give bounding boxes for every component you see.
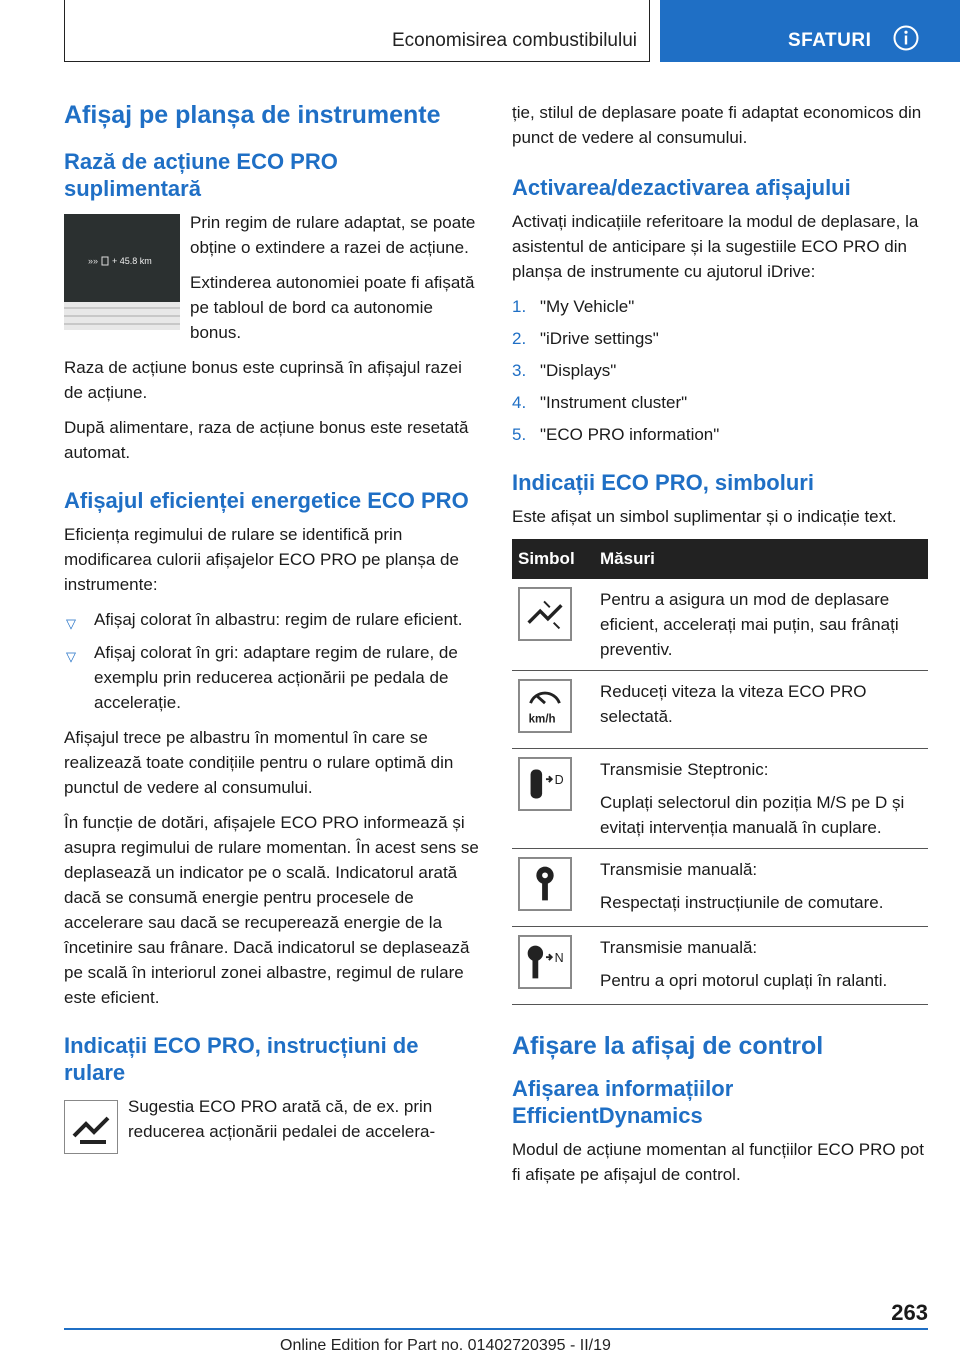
paragraph: ție, stilul de deplasare poate fi adaptat economicos din punct de vedere al consumului. — [512, 103, 922, 147]
pedal-hint-icon — [64, 1100, 118, 1159]
list-item: ▽ Afișaj colorat în albastru: regim de rulare eficient. — [64, 607, 479, 632]
table-row: D Transmisie Steptronic: Cuplați selectorul din poziția M/S pe D și evitați intervenția manuală în cuplare. — [512, 749, 928, 849]
paragraph: Extinderea autonomiei poate fi afișată pe tabloul de bord ca autonomie bonus. — [190, 273, 475, 342]
paragraph: Este afișat un simbol suplimentar și o indicație text. — [512, 507, 897, 526]
table-row: Pentru a asigura un mod de deplasare eficient, accelerați mai puțin, sau frânați preventiv. — [512, 579, 928, 671]
page-number: 263 — [891, 1300, 928, 1325]
paragraph: Afișajul trece pe albastru în momentul în care se realizează toate condițiile pentru o rulare optimă din punctul de vedere al consumului. — [64, 728, 454, 797]
heading-symbols: Indicații ECO PRO, simboluri — [512, 470, 814, 495]
triangle-bullet-icon: ▽ — [66, 649, 76, 664]
heading-efficiency: Afișajul eficienței energetice ECO PRO — [64, 488, 469, 513]
table-row: km/h Reduceți viteza la viteza ECO PRO selectată. — [512, 671, 928, 749]
header-section-box — [64, 0, 650, 62]
heading-tips: Indicații ECO PRO, instrucțiuni de rulare — [64, 1033, 419, 1085]
paragraph: Raza de acțiune bonus este cuprinsă în afișajul razei de acțiune. — [64, 358, 462, 402]
list-item: 5. "ECO PRO information" — [512, 425, 720, 444]
gear-selector-d-icon — [518, 757, 572, 811]
paragraph: Modul de acțiune momentan al funcțiilor ECO PRO pot fi afișate pe afișajul de control. — [512, 1140, 924, 1184]
heading-activation: Activarea/dezactivarea afișajului — [512, 175, 851, 200]
symbols-table — [512, 539, 928, 1005]
instrument-display-image — [64, 214, 180, 335]
right-column — [512, 100, 928, 1197]
paragraph: După alimentare, raza de acțiune bonus este resetată automat. — [64, 418, 469, 462]
heading-eco-range: Rază de acțiune ECO PRO suplimentară — [64, 149, 338, 201]
table-header-symbol: Simbol — [512, 539, 594, 579]
header-tab[interactable] — [660, 0, 960, 62]
left-column — [64, 100, 479, 1165]
list-item: 1. "My Vehicle" — [512, 297, 635, 316]
paragraph: În funcție de dotări, afișajele ECO PRO informează și asupra regimului de rulare momentan. În acest sens se deplasează un indicator pe o scală. Indicatorul arată dacă se consumă energie pentru procesele de accelerare sau dacă se recuperează energie de la încetinire sau frânare. Dacă indicatorul se deplasează pe scală în interiorul zonei albastre, regimul de rulare este eficient. — [64, 813, 479, 1007]
svg-text:»»: »» — [88, 256, 99, 266]
pedal-icon — [518, 587, 572, 641]
bullet-list — [64, 607, 479, 715]
table-header-measures: Măsuri — [594, 539, 928, 579]
steps-list — [512, 294, 928, 447]
table-row: N Transmisie manuală: Pentru a opri motorul cuplați în ralanti. — [512, 927, 928, 1005]
svg-text:km/h: km/h — [528, 713, 556, 726]
svg-text:D: D — [554, 773, 564, 787]
info-icon[interactable] — [893, 25, 919, 51]
paragraph: Prin regim de rulare adaptat, se poate obține o extindere a razei de acțiune. — [190, 213, 476, 257]
list-item: 2. "iDrive settings" — [512, 329, 659, 348]
list-item: ▽ Afișaj colorat în gri: adaptare regim de rulare, de exemplu prin reducerea acționării pe pedala de accelerație. — [66, 643, 458, 712]
table-row: Transmisie manuală: Respectați instrucțiunile de comutare. — [512, 849, 928, 927]
heading-control-display: Afișare la afișaj de control — [512, 1032, 824, 1060]
paragraph: Activați indicațiile referitoare la modul de deplasare, la asistentul de anticipare și la sugestiile ECO PRO din planșa de instrumente cu ajutorul iDrive: — [512, 212, 919, 281]
gear-lever-neutral-icon — [518, 935, 572, 989]
header-tab-label: SFATURI — [788, 30, 872, 51]
list-item: 3. "Displays" — [512, 361, 617, 380]
display-value-text: + 45.8 km — [112, 256, 152, 266]
list-item: 4. "Instrument cluster" — [512, 393, 688, 412]
paragraph: Eficiența regimului de rulare se identifică prin modificarea culorii afișajelor ECO PRO pe planșa de instrumente: — [64, 525, 459, 594]
header-section-title: Economisirea combustibilului — [392, 30, 637, 51]
speedometer-kmh-icon — [518, 679, 572, 733]
heading-efficientdynamics: Afișarea informațiilor EfficientDynamics — [512, 1076, 734, 1128]
edition-text: Online Edition for Part no. 01402720395 - II/19 — [280, 1337, 611, 1354]
footer-divider — [64, 1328, 928, 1330]
gear-lever-icon — [518, 857, 572, 911]
page-title: Afișaj pe planșa de instrumente — [64, 101, 441, 129]
paragraph: Sugestia ECO PRO arată că, de ex. prin reducerea acționării pedalei de accelera- — [128, 1097, 436, 1141]
svg-text:N: N — [554, 951, 564, 965]
triangle-bullet-icon: ▽ — [66, 616, 76, 631]
